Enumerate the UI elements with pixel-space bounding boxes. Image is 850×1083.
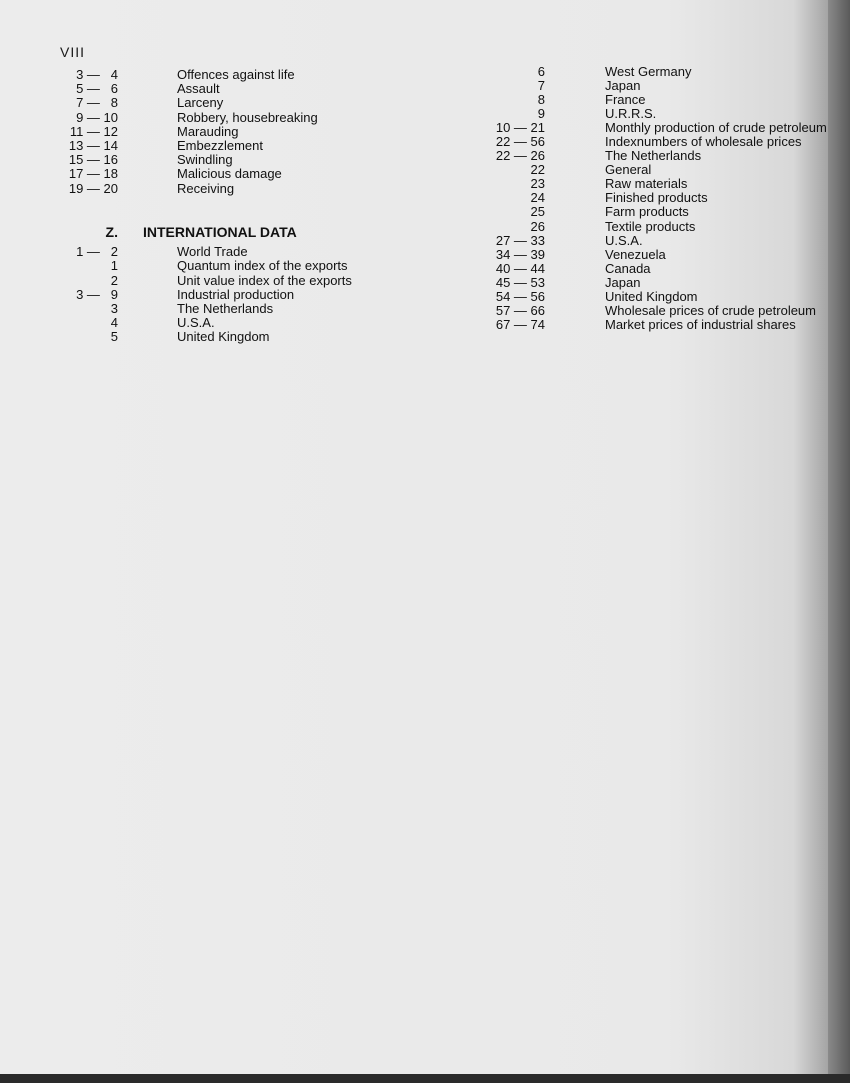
page-range: 23 xyxy=(530,176,545,192)
entry-label: Indexnumbers of wholesale prices xyxy=(605,134,802,150)
index-entry xyxy=(470,79,827,93)
index-entry xyxy=(50,316,352,330)
page-range: 7 xyxy=(537,78,545,94)
index-entry xyxy=(470,220,827,234)
entry-label: Quantum index of the exports xyxy=(177,258,348,274)
index-entry xyxy=(50,288,352,302)
entry-label: Marauding xyxy=(177,123,239,139)
index-entry xyxy=(50,82,318,96)
entry-label: Textile products xyxy=(605,218,696,234)
page-range: 19 — 20 xyxy=(68,180,118,196)
page-range: 27 — 33 xyxy=(495,232,545,248)
index-entry xyxy=(50,330,352,344)
entry-label: Unit value index of the exports xyxy=(177,272,352,288)
section-title: INTERNATIONAL DATA xyxy=(143,224,297,240)
index-entry xyxy=(50,111,318,125)
page-range: 57 — 66 xyxy=(495,302,545,318)
entry-label: Canada xyxy=(605,260,651,276)
page-range: 22 xyxy=(530,162,545,178)
page-range: 40 — 44 xyxy=(495,260,545,276)
entry-label: Malicious damage xyxy=(177,166,282,182)
index-entry xyxy=(50,139,318,153)
index-entry xyxy=(470,107,827,121)
index-entry xyxy=(470,121,827,135)
page-range: 9 — 10 xyxy=(76,109,118,125)
page-range: 13 — 14 xyxy=(68,138,118,154)
entry-label: Industrial production xyxy=(177,286,295,302)
page-range: 8 xyxy=(537,92,545,108)
entry-label: World Trade xyxy=(177,244,248,260)
page-range: 3 — 9 xyxy=(76,286,118,302)
page-range: 24 xyxy=(530,190,545,206)
page-number: VIII xyxy=(60,44,86,60)
entry-label: U.S.A. xyxy=(177,315,215,331)
page-range: 17 — 18 xyxy=(68,166,118,182)
entry-label: United Kingdom xyxy=(177,329,270,345)
index-entry xyxy=(470,135,827,149)
index-entry xyxy=(470,149,827,163)
page-range: 7 — 8 xyxy=(76,95,118,111)
index-entry xyxy=(470,93,827,107)
entry-label: Swindling xyxy=(177,152,233,168)
entry-label: General xyxy=(605,162,652,178)
entry-label: Japan xyxy=(605,274,641,290)
index-entry xyxy=(470,248,827,262)
index-entry xyxy=(470,65,827,79)
index-entry xyxy=(50,125,318,139)
page-range: 1 xyxy=(110,258,118,274)
entry-label: Venezuela xyxy=(605,246,666,262)
entry-label: Receiving xyxy=(177,180,235,196)
index-entry xyxy=(50,182,318,196)
index-entry xyxy=(470,318,827,332)
index-entry xyxy=(470,234,827,248)
index-entry xyxy=(470,205,827,219)
page-range: 1 — 2 xyxy=(76,244,118,260)
page-range: 15 — 16 xyxy=(68,152,118,168)
entry-label: Finished products xyxy=(605,190,708,206)
entry-label: France xyxy=(605,92,646,108)
page-range: 6 xyxy=(537,64,545,79)
entry-label: Larceny xyxy=(177,95,224,111)
entry-label: Raw materials xyxy=(605,176,688,192)
index-entry xyxy=(470,177,827,191)
page-range: 4 xyxy=(110,315,118,331)
left-index-list xyxy=(50,68,318,196)
page-range: 9 xyxy=(537,106,545,122)
page-range: 10 — 21 xyxy=(495,120,545,136)
page-range: 11 — 12 xyxy=(69,123,118,139)
page-range: 3 — 4 xyxy=(76,67,118,82)
entry-label: The Netherlands xyxy=(605,148,702,164)
entry-label: United Kingdom xyxy=(605,288,698,304)
entry-label: Market prices of industrial shares xyxy=(605,316,796,332)
page-range: 2 xyxy=(110,272,118,288)
index-entry xyxy=(50,302,352,316)
page-range: 22 — 56 xyxy=(495,134,545,150)
index-entry xyxy=(470,290,827,304)
page-range: 5 xyxy=(110,329,118,345)
page-edge-shadow xyxy=(828,0,850,1083)
section-z-list xyxy=(50,205,352,345)
page-range: 25 xyxy=(530,204,545,220)
page-range: 45 — 53 xyxy=(495,274,545,290)
entry-label: Embezzlement xyxy=(177,138,263,154)
index-entry xyxy=(50,274,352,288)
entry-label: Offences against life xyxy=(177,67,295,82)
page-range: 5 — 6 xyxy=(76,81,118,97)
entry-label: Monthly production of crude petroleum xyxy=(605,120,827,136)
entry-label: Wholesale prices of crude petroleum xyxy=(605,302,816,318)
section-letter: Z. xyxy=(105,224,118,240)
entry-label: The Netherlands xyxy=(177,301,274,317)
page-range: 3 xyxy=(110,301,118,317)
index-entry xyxy=(50,153,318,167)
page-range: 67 — 74 xyxy=(495,316,545,332)
index-entry xyxy=(50,68,318,82)
entry-label: West Germany xyxy=(605,64,692,79)
entry-label: U.R.R.S. xyxy=(605,106,657,122)
right-index-list xyxy=(470,65,827,332)
entry-label: Robbery, housebreaking xyxy=(177,109,318,125)
index-entry xyxy=(470,191,827,205)
index-entry xyxy=(470,262,827,276)
entry-label: Assault xyxy=(177,81,220,97)
index-entry xyxy=(470,163,827,177)
entry-label: Farm products xyxy=(605,204,689,220)
page-range: 54 — 56 xyxy=(495,288,545,304)
entry-label: U.S.A. xyxy=(605,232,643,248)
section-heading xyxy=(50,225,352,239)
index-entry xyxy=(50,259,352,273)
entry-label: Japan xyxy=(605,78,641,94)
index-entry xyxy=(470,304,827,318)
page-range: 22 — 26 xyxy=(495,148,545,164)
scan-border xyxy=(0,1074,850,1083)
page-range: 26 xyxy=(530,218,545,234)
page-range: 34 — 39 xyxy=(495,246,545,262)
index-entry xyxy=(50,167,318,181)
index-entry xyxy=(50,96,318,110)
index-entry xyxy=(50,245,352,259)
index-entry xyxy=(470,276,827,290)
